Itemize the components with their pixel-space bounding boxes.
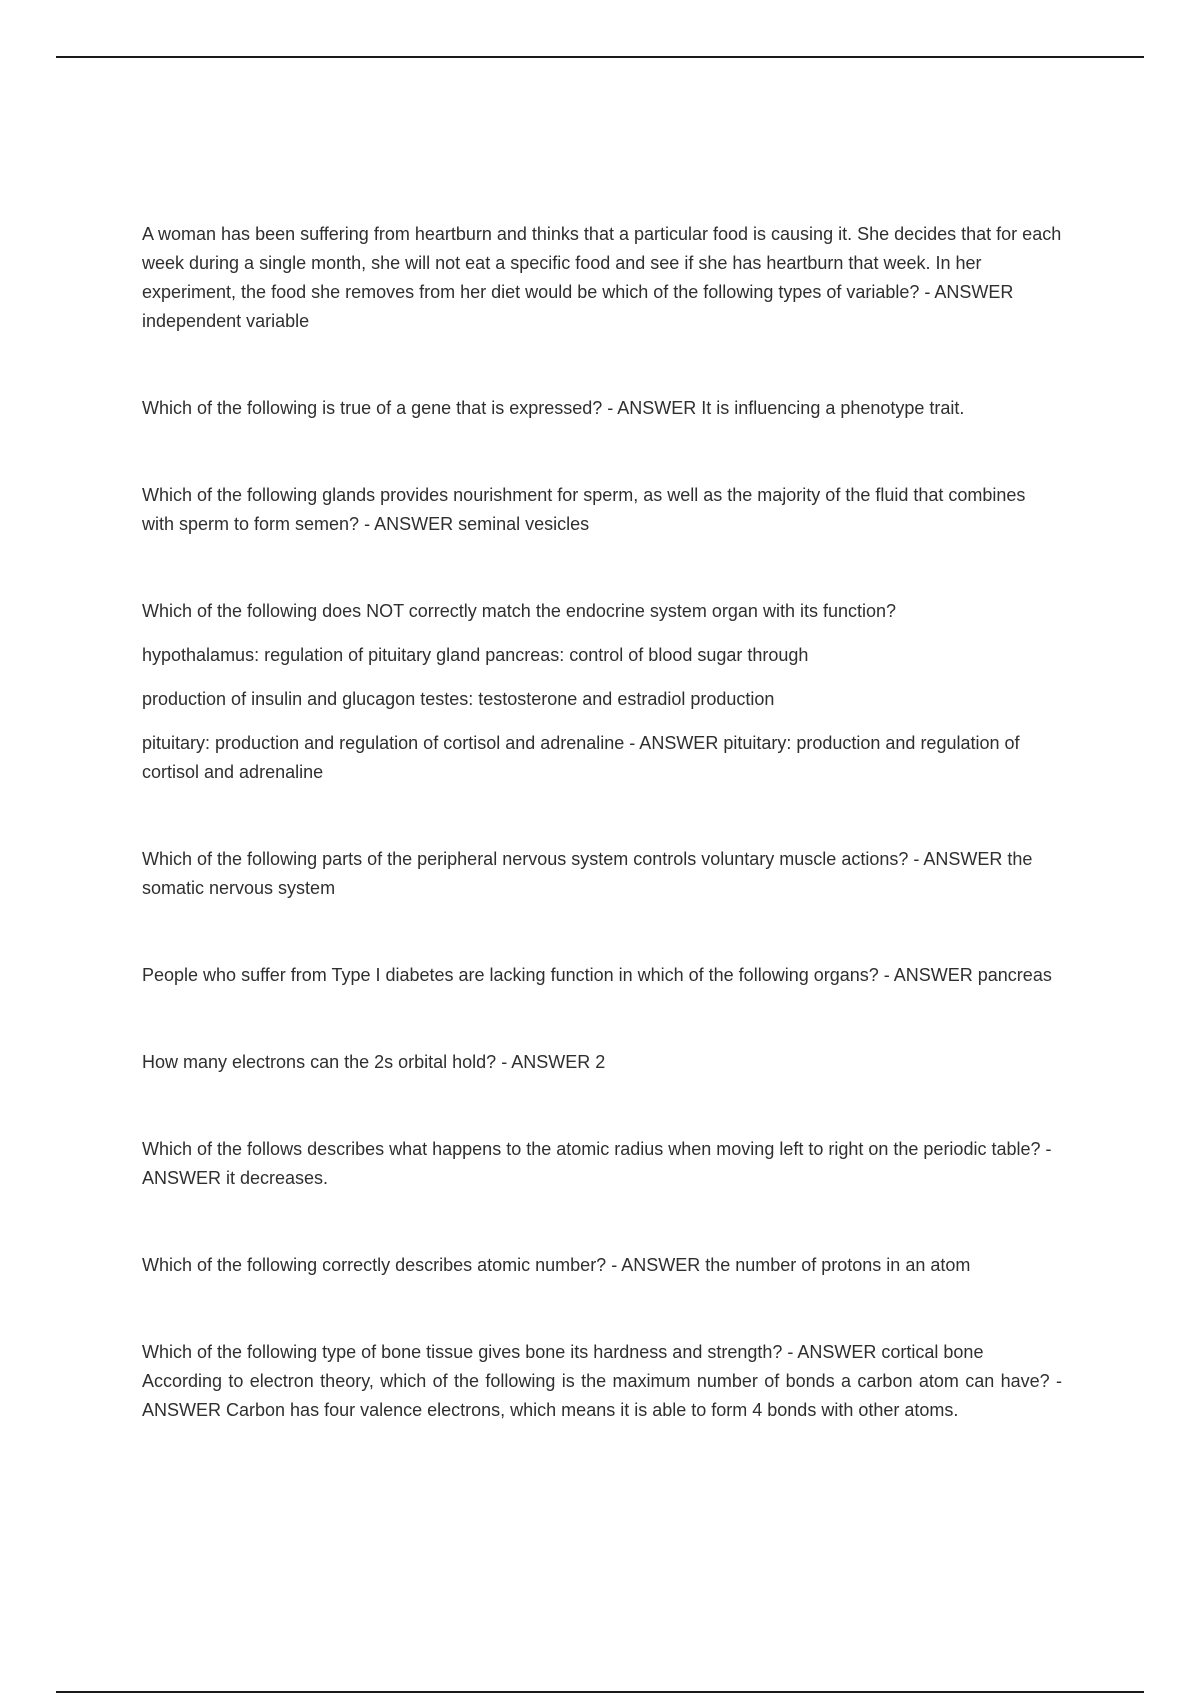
footer-rule: [56, 1691, 1144, 1693]
qa-item: Which of the following parts of the peripheral nervous system controls voluntary muscle actions? - ANSWER the somatic nervous system: [142, 849, 1033, 898]
qa-option: production of insulin and glucagon testes: testosterone and estradiol production: [142, 689, 775, 709]
qa-item: Which of the following type of bone tissue gives bone its hardness and strength? - ANSWER cortical bone: [142, 1342, 984, 1362]
qa-option: hypothalamus: regulation of pituitary gland pancreas: control of blood sugar through: [142, 645, 809, 665]
qa-item: People who suffer from Type I diabetes are lacking function in which of the following organs? - ANSWER pancreas: [142, 965, 1052, 985]
qa-item: According to electron theory, which of the following is the maximum number of bonds a carbon atom can have? - ANSWER Carbon has four valence electrons, which means it is able to form 4 bonds with other atoms.: [142, 1371, 1062, 1420]
qa-item: Which of the following does NOT correctly match the endocrine system organ with its function?: [142, 601, 897, 621]
qa-option: pituitary: production and regulation of cortisol and adrenaline - ANSWER pituitary: production and regulation of cortisol and adrenaline: [142, 733, 1020, 782]
qa-item: Which of the following glands provides nourishment for sperm, as well as the majority of the fluid that combines with sperm to form semen? - ANSWER seminal vesicles: [142, 485, 1026, 534]
document-body: [142, 220, 1062, 1425]
qa-item: Which of the following correctly describes atomic number? - ANSWER the number of protons in an atom: [142, 1255, 971, 1275]
header-rule: [56, 56, 1144, 58]
qa-item: A woman has been suffering from heartburn and thinks that a particular food is causing it. She decides that for each week during a single month, she will not eat a specific food and see if she has heartburn that week. In her experiment, the food she removes from her diet would be which of the following types of variable? - ANSWER independent variable: [142, 224, 1062, 331]
qa-item: Which of the following is true of a gene that is expressed? - ANSWER It is influencing a phenotype trait.: [142, 398, 965, 418]
qa-item: Which of the follows describes what happens to the atomic radius when moving left to right on the periodic table? - ANSWER it decreases.: [142, 1139, 1052, 1188]
qa-item: How many electrons can the 2s orbital hold? - ANSWER 2: [142, 1052, 606, 1072]
